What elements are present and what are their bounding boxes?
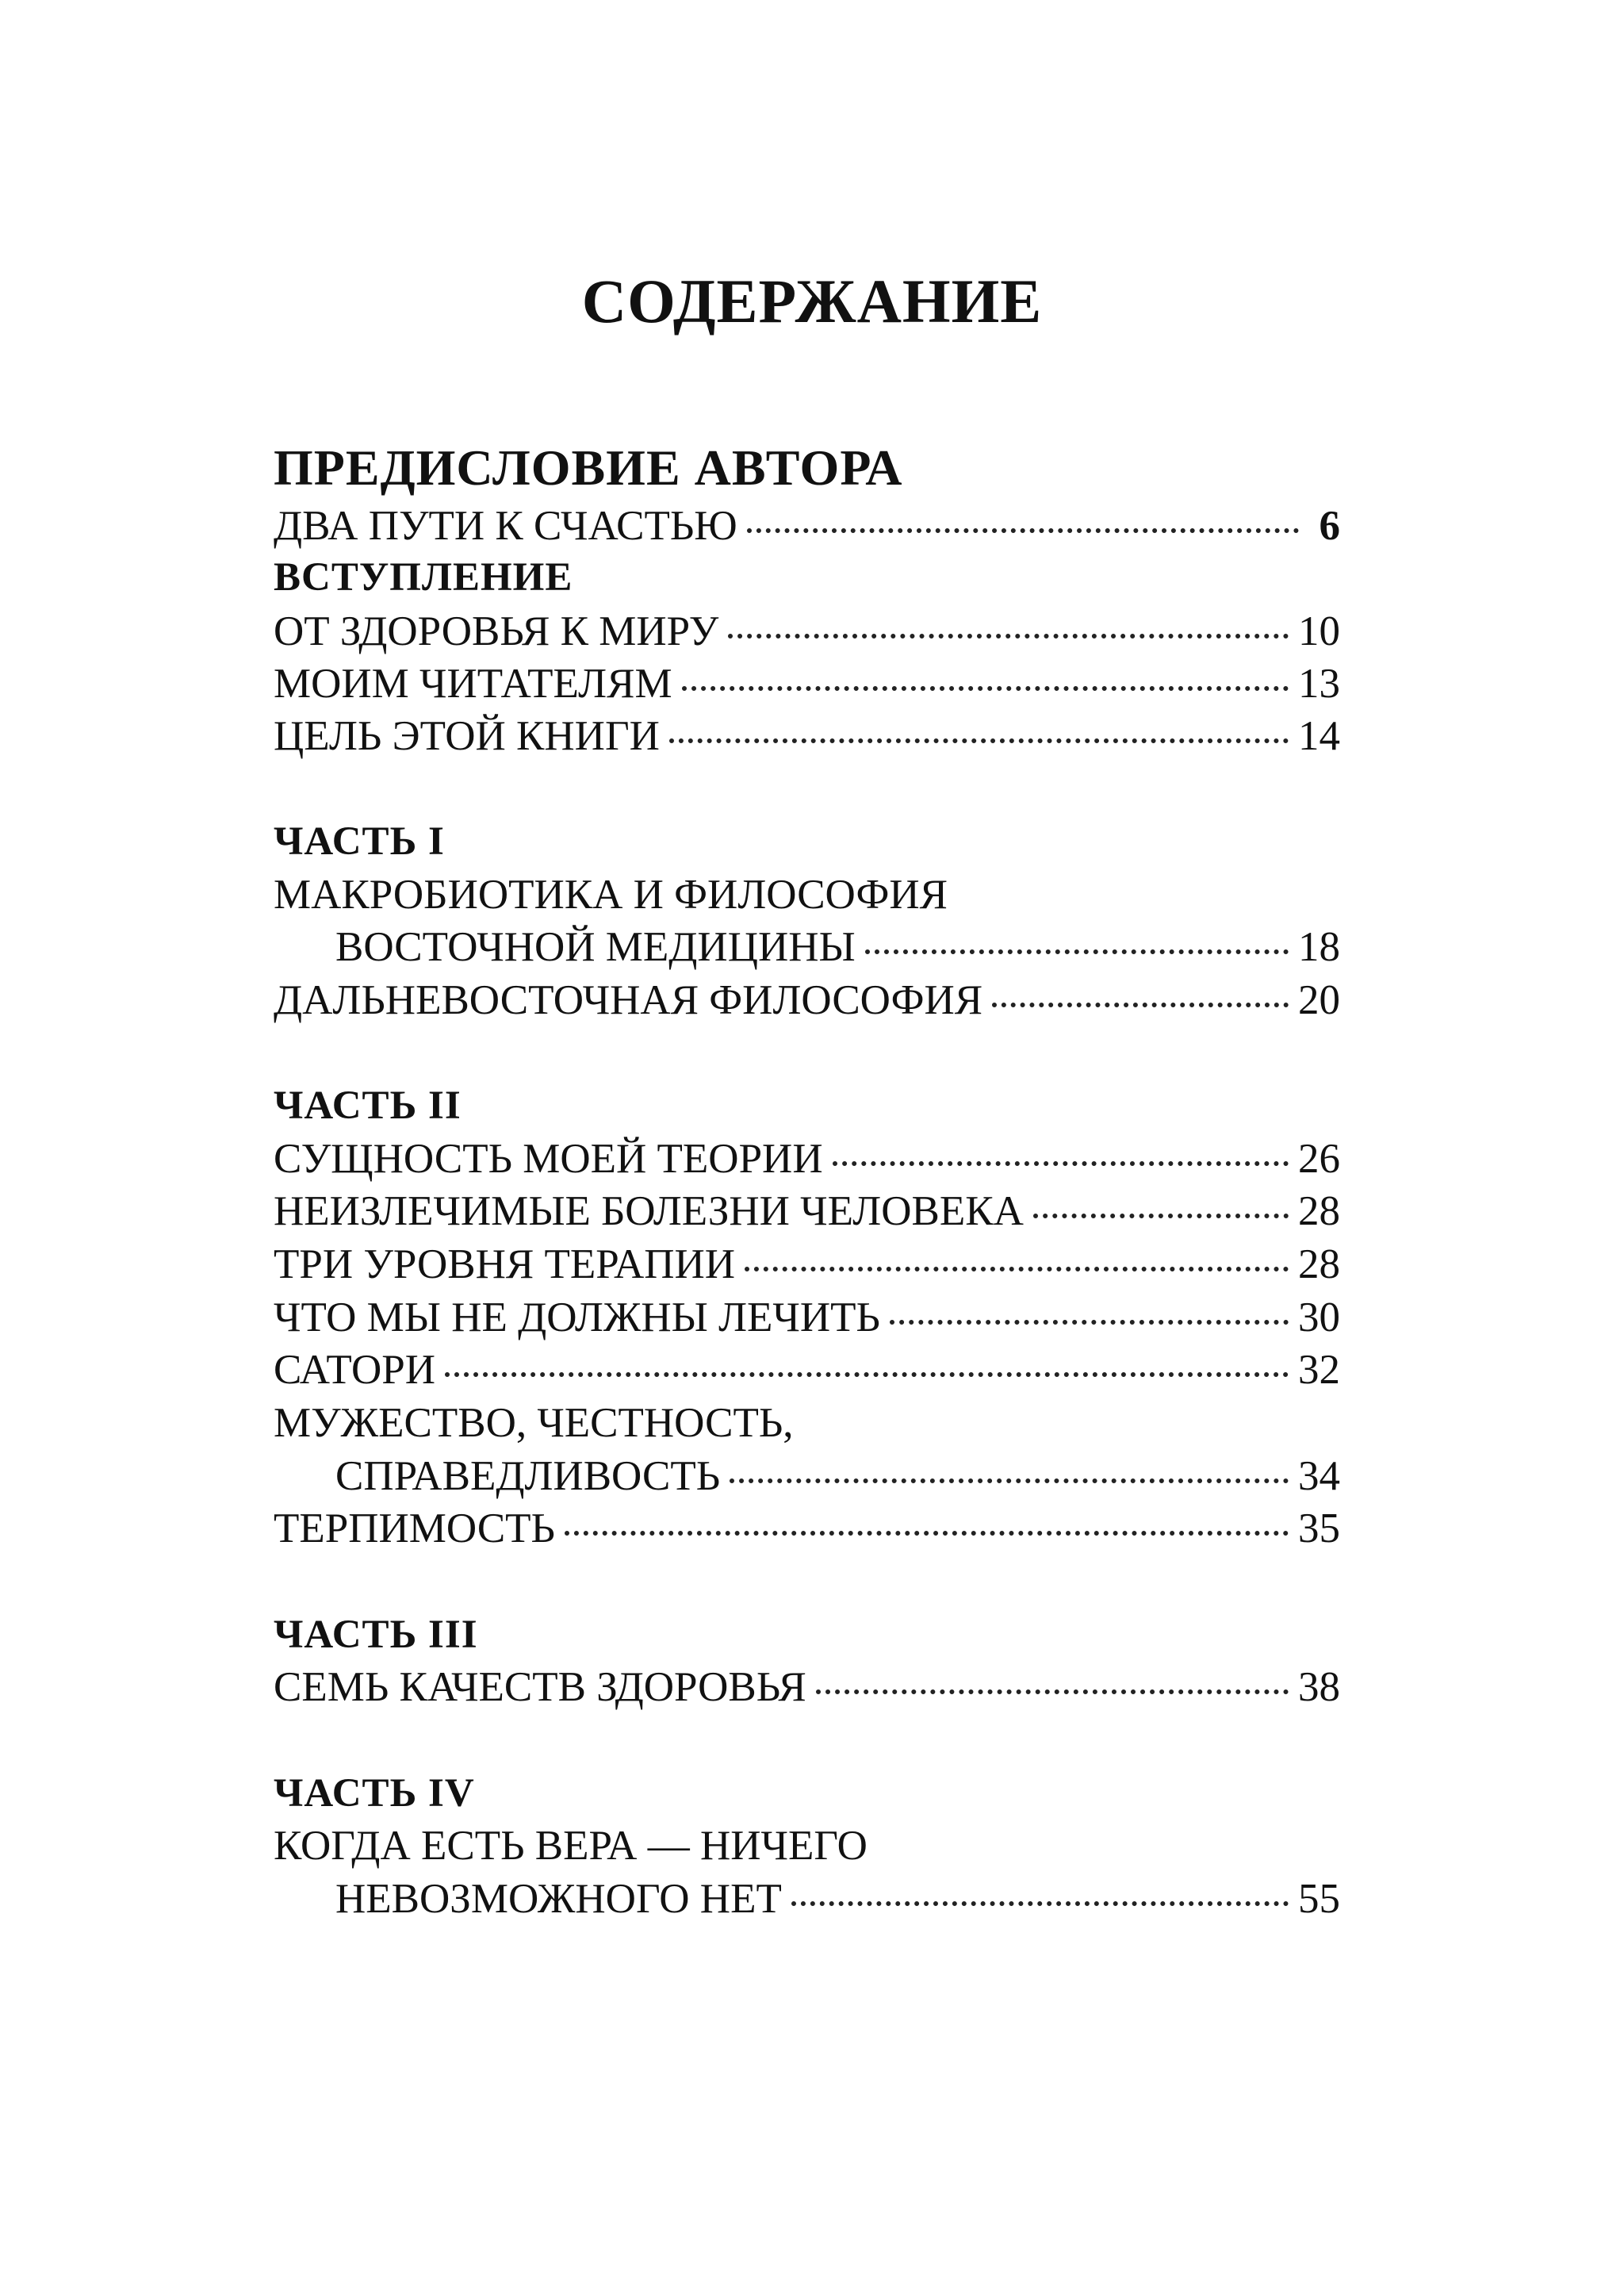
toc-entry-title: НЕВОЗМОЖНОГО НЕТ (335, 1876, 782, 1922)
dot-leader (1033, 1214, 1289, 1218)
toc-entry[interactable] (274, 1185, 1340, 1237)
toc-entry[interactable] (274, 605, 1340, 658)
dot-leader (791, 1901, 1289, 1906)
toc-entry[interactable] (274, 1661, 1340, 1713)
section-heading: ЧАСТЬ IV (274, 1771, 475, 1816)
section-heading: ЧАСТЬ II (274, 1083, 462, 1128)
dot-leader (682, 686, 1289, 691)
section-heading: ЧАСТЬ III (274, 1613, 478, 1657)
toc-entry-title: САТОРИ (274, 1347, 436, 1393)
toc-entry-title: ДВА ПУТИ К СЧАСТЬЮ (274, 503, 737, 549)
toc-entry[interactable] (274, 974, 1340, 1026)
toc-entry-title: СЕМЬ КАЧЕСТВ ЗДОРОВЬЯ (274, 1664, 806, 1710)
toc-entry-page: 14 (1298, 713, 1340, 759)
toc-entry-title: НЕИЗЛЕЧИМЫЕ БОЛЕЗНИ ЧЕЛОВЕКА (274, 1188, 1024, 1234)
toc-entry[interactable] (274, 1450, 1340, 1502)
dot-leader (669, 738, 1289, 743)
toc-entry-title: СУЩНОСТЬ МОЕЙ ТЕОРИИ (274, 1136, 823, 1182)
toc-entry-title: ДАЛЬНЕВОСТОЧНАЯ ФИЛОСОФИЯ (274, 977, 983, 1023)
toc-entry-title: МОИМ ЧИТАТЕЛЯМ (274, 661, 672, 707)
toc-entry-title: ЧТО МЫ НЕ ДОЛЖНЫ ЛЕЧИТЬ (274, 1294, 880, 1340)
toc-entry-page: 10 (1298, 608, 1340, 654)
toc-entry[interactable] (274, 1133, 1340, 1185)
dot-leader (833, 1161, 1289, 1166)
dot-leader (565, 1531, 1289, 1536)
dot-leader (730, 1478, 1289, 1483)
toc-entry-page: 13 (1298, 661, 1340, 707)
toc-entry-page: 34 (1298, 1453, 1340, 1499)
dot-leader (992, 1003, 1289, 1007)
toc-entry[interactable] (274, 1238, 1340, 1290)
toc-entry-page: 30 (1298, 1294, 1340, 1340)
toc-entry-title: ЦЕЛЬ ЭТОЙ КНИГИ (274, 713, 660, 759)
dot-leader (745, 1267, 1289, 1271)
toc-entry-page: 18 (1298, 924, 1340, 970)
toc-entry[interactable] (274, 710, 1340, 762)
toc-entry[interactable] (274, 921, 1340, 973)
toc-entry-title-line[interactable]: МАКРОБИОТИКА И ФИЛОСОФИЯ (274, 872, 948, 918)
toc-entry-title: ТЕРПИМОСТЬ (274, 1505, 555, 1551)
dot-leader (816, 1689, 1289, 1694)
toc-entry-page: 55 (1298, 1876, 1340, 1922)
toc-entry-title-line[interactable]: КОГДА ЕСТЬ ВЕРА — НИЧЕГО (274, 1823, 868, 1869)
page-title: СОДЕРЖАНИЕ (581, 267, 1043, 336)
section-heading: ВСТУПЛЕНИЕ (274, 555, 573, 600)
toc-entry-title: ОТ ЗДОРОВЬЯ К МИРУ (274, 608, 719, 654)
toc-entry-title: СПРАВЕДЛИВОСТЬ (335, 1453, 721, 1499)
section-heading: ЧАСТЬ I (274, 819, 445, 864)
toc-entry-page: 20 (1298, 977, 1340, 1023)
toc-entry[interactable] (274, 1873, 1340, 1925)
section-heading: ПРЕДИСЛОВИЕ АВТОРА (274, 439, 903, 496)
toc-entry[interactable] (274, 658, 1340, 710)
toc-entry[interactable] (274, 1502, 1340, 1555)
toc-entry-title: ВОСТОЧНОЙ МЕДИЦИНЫ (335, 924, 856, 970)
toc-entry-page: 28 (1298, 1241, 1340, 1287)
toc-entry-page: 26 (1298, 1136, 1340, 1182)
toc-entry[interactable] (274, 1291, 1340, 1344)
toc-entry-title: ТРИ УРОВНЯ ТЕРАПИИ (274, 1241, 736, 1287)
dot-leader (865, 949, 1289, 954)
toc-entry-page: 6 (1319, 503, 1340, 549)
toc-entry-page: 38 (1298, 1664, 1340, 1710)
toc-entry-title-line[interactable]: МУЖЕСТВО, ЧЕСТНОСТЬ, (274, 1400, 794, 1446)
toc-entry[interactable] (274, 500, 1340, 552)
dot-leader (445, 1372, 1289, 1377)
toc-entry-page: 28 (1298, 1188, 1340, 1234)
toc-entry-page: 32 (1298, 1347, 1340, 1393)
toc-entry[interactable] (274, 1344, 1340, 1396)
dot-leader (728, 634, 1289, 639)
dot-leader (890, 1320, 1289, 1325)
toc-entry-page: 35 (1298, 1505, 1340, 1551)
dot-leader (747, 528, 1299, 533)
